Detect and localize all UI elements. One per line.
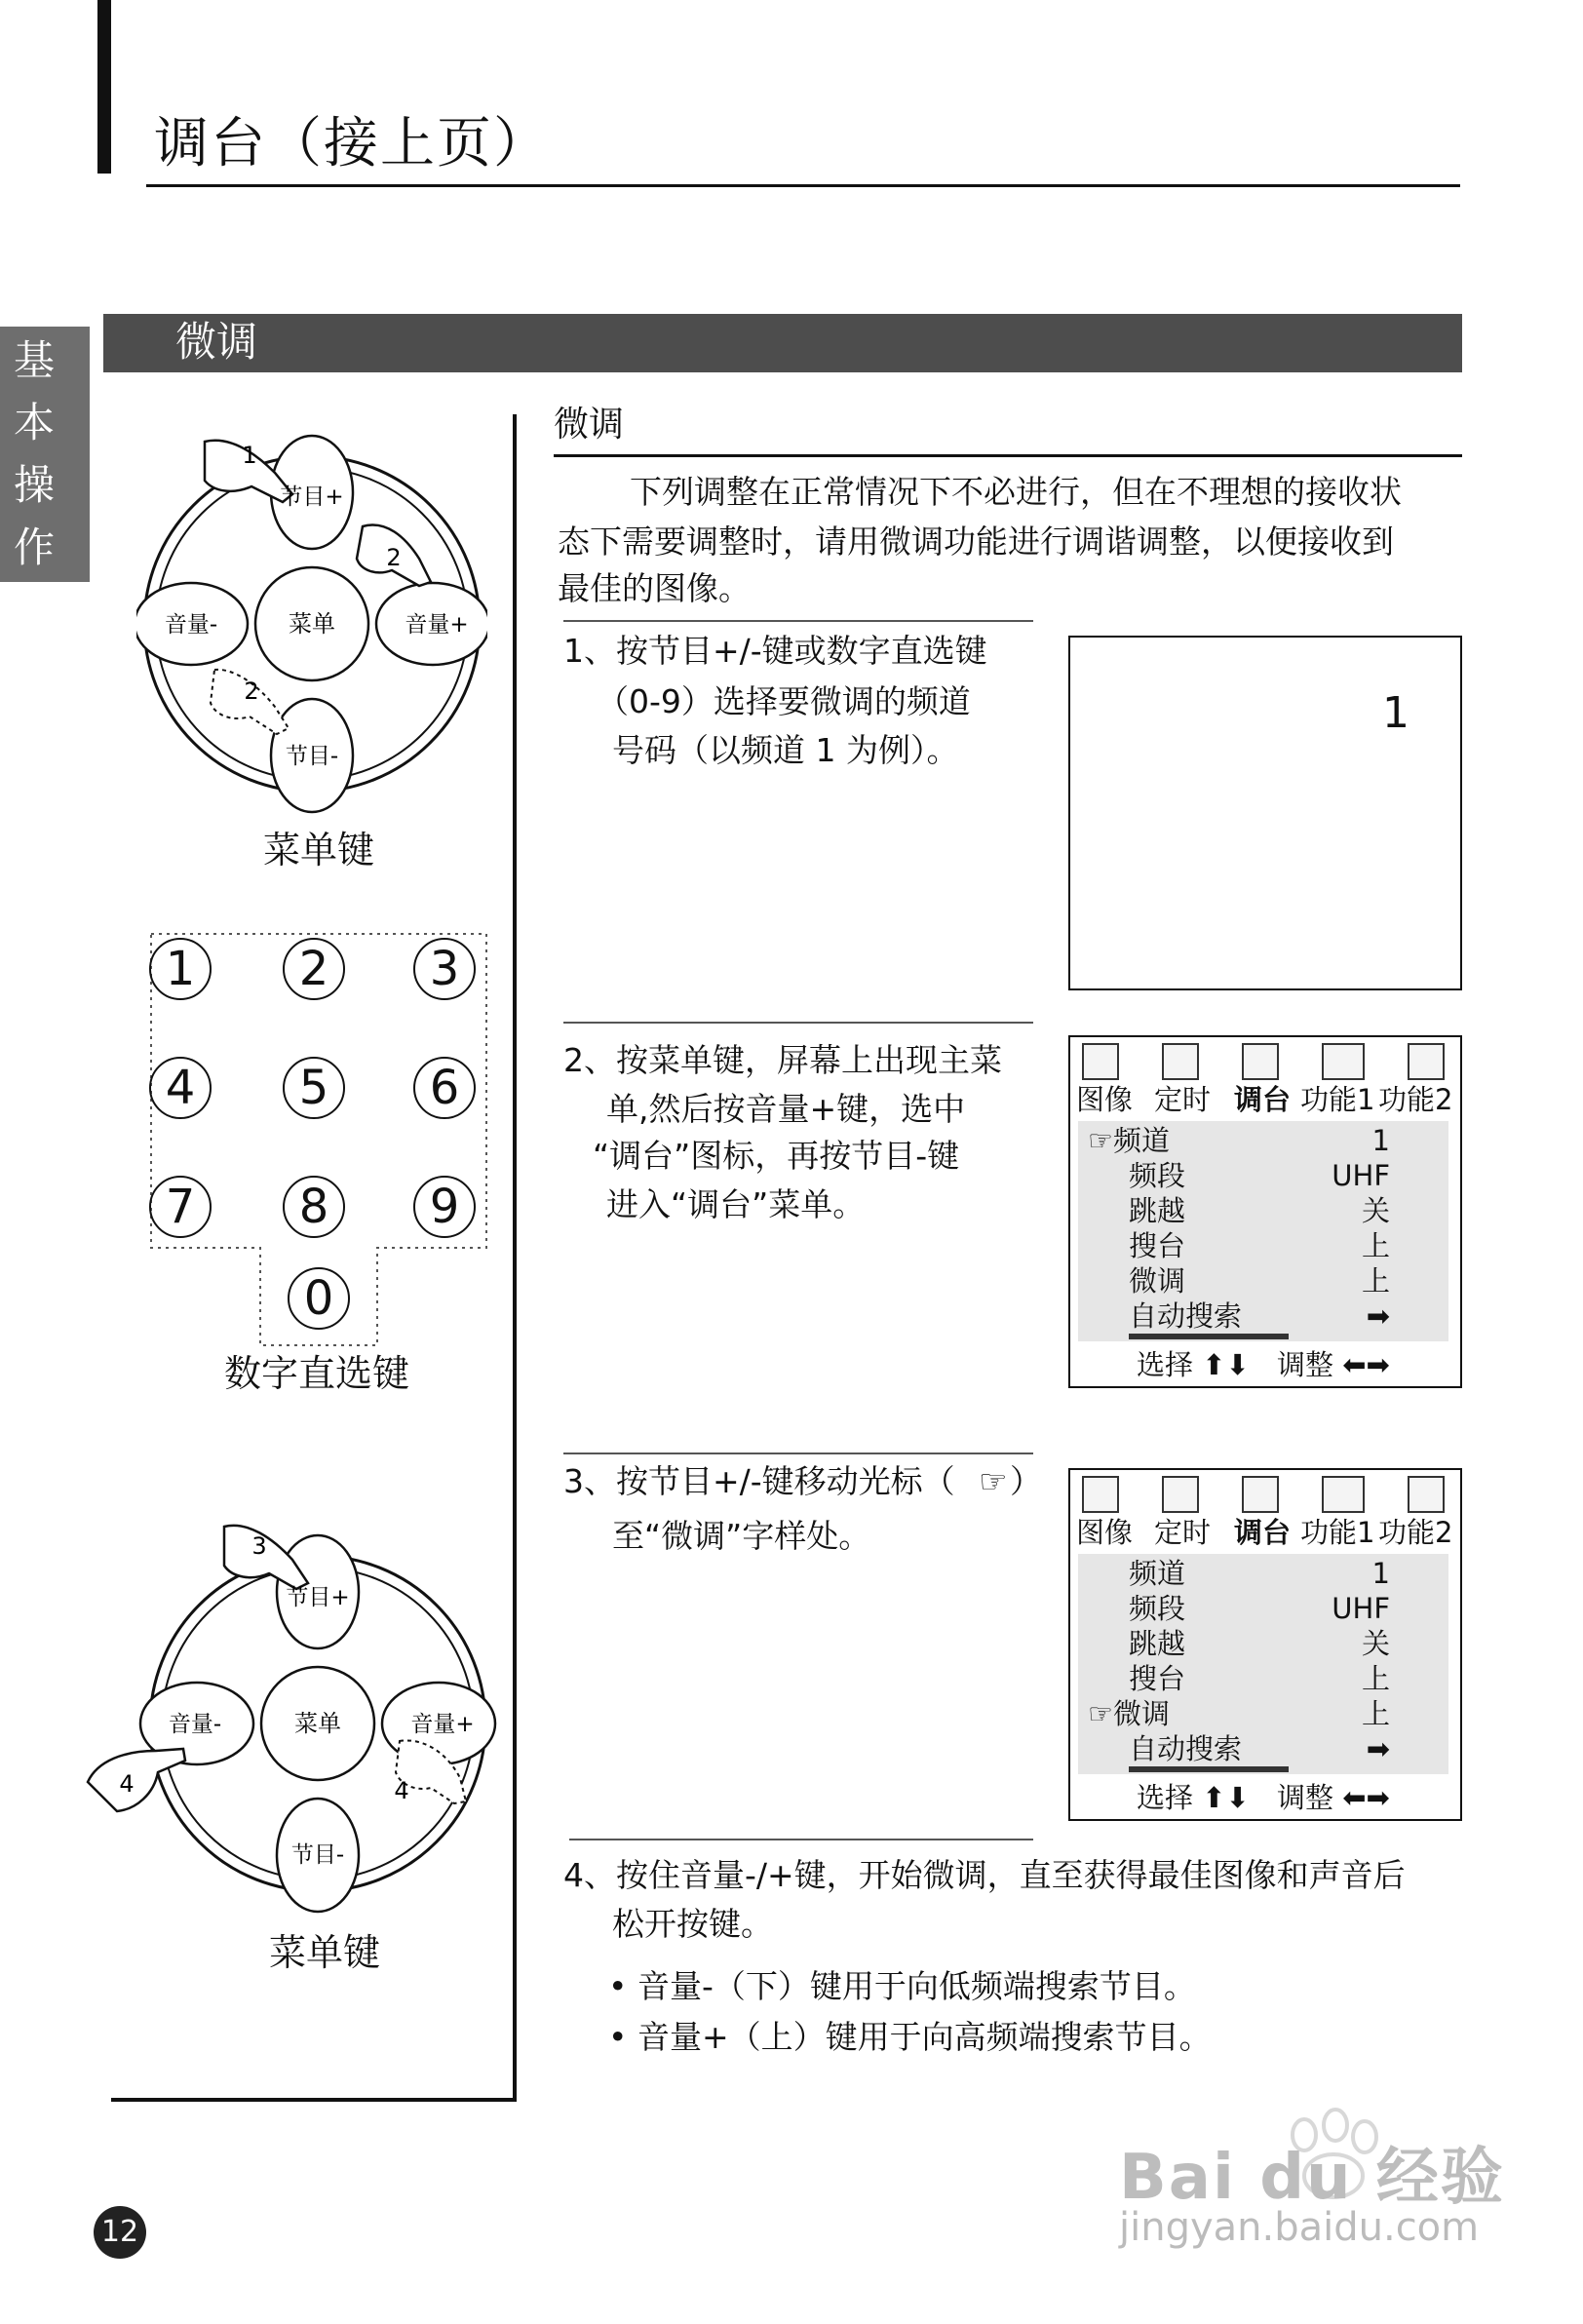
menu-row-label: 跳越 — [1129, 1194, 1186, 1227]
menu-tab-tuning: 调台 — [1234, 1516, 1292, 1549]
step-rule — [563, 1022, 1033, 1024]
pointer-number: 3 — [251, 1532, 267, 1560]
intro-line: 最佳的图像。 — [558, 569, 751, 607]
menu-tab-function2: 功能2 — [1378, 1083, 1453, 1116]
menu-row-value: 上 — [1361, 1264, 1390, 1298]
function2-icon — [1408, 1043, 1445, 1080]
intro-line: 下列调整在正常情况下不必进行，但在不理想的接收状 — [630, 473, 1402, 511]
page-title: 调台（接上页） — [154, 112, 550, 175]
osd-menu-screen-b — [1068, 1468, 1462, 1821]
bullet-item: • 音量+（上）键用于向高频端搜索节目。 — [608, 2018, 1212, 2056]
menu-row-label: 微调 — [1129, 1264, 1186, 1298]
menu-tab-picture: 图像 — [1076, 1516, 1134, 1549]
menu-row-label: 自动搜索 — [1129, 1732, 1243, 1765]
key-6: 6 — [413, 1057, 476, 1119]
bullet-item: • 音量-（下）键用于向低频端搜索节目。 — [608, 1967, 1196, 2005]
ch-down-label: 节目- — [285, 744, 339, 769]
vol-up-label: 音量+ — [410, 1712, 475, 1737]
menu-row-value: UHF — [1332, 1159, 1390, 1192]
ch-down-label: 节目- — [290, 1842, 345, 1868]
menu-row-label: 频段 — [1129, 1159, 1186, 1192]
timer-icon — [1162, 1476, 1199, 1513]
step-4-line: 4、按住音量-/+键，开始微调，直至获得最佳图像和声音后 — [563, 1856, 1406, 1894]
step-3-line: 3、按节目+/-键移动光标（ — [563, 1462, 955, 1500]
remote-bottom-caption: 菜单键 — [269, 1931, 381, 1974]
section-banner — [103, 314, 1462, 372]
pointer-number: 4 — [394, 1777, 409, 1804]
vol-up-label: 音量+ — [405, 612, 469, 638]
step-rule — [563, 1452, 1033, 1454]
menu-footer-select: 选择 ⬆⬇ — [1137, 1781, 1250, 1814]
step-1-line: 号码（以频道 1 为例）。 — [612, 731, 959, 769]
menu-bar — [1129, 1334, 1289, 1339]
key-4: 4 — [149, 1057, 212, 1119]
side-tab — [0, 327, 90, 582]
key-0: 0 — [288, 1267, 350, 1330]
menu-row-value: ➡ — [1366, 1299, 1390, 1333]
menu-row-label: 微调 — [1113, 1697, 1171, 1730]
pointer-number: 2 — [244, 678, 259, 705]
side-tab-char: 作 — [13, 523, 55, 571]
function1-icon — [1322, 1476, 1365, 1513]
menu-tab-tuning: 调台 — [1234, 1083, 1292, 1116]
step-rule — [569, 1839, 1033, 1840]
menu-tab-function2: 功能2 — [1378, 1516, 1453, 1549]
page-number: 12 — [94, 2206, 146, 2259]
key-3: 3 — [413, 938, 476, 1000]
ch-up-label: 节目+ — [280, 484, 344, 510]
header-rule — [146, 184, 1460, 187]
cursor-hand-icon: ☞ — [1088, 1124, 1113, 1157]
pointer-number: 2 — [386, 544, 402, 571]
key-1: 1 — [149, 938, 212, 1000]
menu-bar — [1129, 1766, 1289, 1772]
function1-icon — [1322, 1043, 1365, 1080]
step-1-line: 1、按节目+/-键或数字直选键 — [563, 632, 987, 670]
function2-icon — [1408, 1476, 1445, 1513]
menu-tab-function1: 功能1 — [1300, 1083, 1375, 1116]
menu-row-label: 频道 — [1113, 1124, 1171, 1157]
key-5: 5 — [283, 1057, 345, 1119]
menu-label: 菜单 — [289, 610, 335, 638]
cursor-hand-icon: ☞ — [1088, 1697, 1113, 1730]
timer-icon — [1162, 1043, 1199, 1080]
menu-row-label: 自动搜索 — [1129, 1299, 1243, 1333]
side-tab-char: 基 — [13, 336, 55, 384]
menu-row-label: 频道 — [1129, 1557, 1186, 1590]
menu-row-value: 上 — [1361, 1662, 1390, 1695]
side-tab-char: 操 — [13, 461, 55, 509]
section-title: 微调 — [175, 318, 258, 366]
intro-line: 态下需要调整时，请用微调功能进行调谐调整，以便接收到 — [558, 523, 1394, 561]
tv-icon — [1242, 1043, 1279, 1080]
menu-tab-timer: 定时 — [1154, 1083, 1212, 1116]
menu-tab-function1: 功能1 — [1300, 1516, 1375, 1549]
menu-row-label: 搜台 — [1129, 1229, 1186, 1262]
menu-row-value: 关 — [1361, 1194, 1390, 1227]
menu-row-label: 频段 — [1129, 1592, 1186, 1625]
subsection-rule — [554, 454, 1462, 457]
step-3-line: 至“微调”字样处。 — [612, 1517, 871, 1555]
menu-row-value: 1 — [1371, 1557, 1390, 1590]
tv-icon — [1242, 1476, 1279, 1513]
subsection-title: 微调 — [554, 405, 625, 445]
step-4-line: 松开按键。 — [612, 1905, 773, 1943]
menu-footer-adjust: 调整 ⬅➡ — [1277, 1348, 1390, 1381]
vol-down-label: 音量- — [164, 612, 218, 638]
watermark-url: jingyan.baidu.com — [1119, 2205, 1480, 2250]
column-divider — [513, 414, 517, 2101]
osd-menu-screen-a — [1068, 1035, 1462, 1388]
step-1-line: （0-9）选择要微调的频道 — [597, 682, 971, 720]
menu-row-value: UHF — [1332, 1592, 1390, 1625]
key-2: 2 — [283, 938, 345, 1000]
menu-icon-row — [1082, 1476, 1487, 1513]
menu-row-value: ➡ — [1366, 1732, 1390, 1765]
side-tab-char: 本 — [13, 399, 55, 446]
vol-down-label: 音量- — [168, 1712, 222, 1737]
key-7: 7 — [149, 1176, 212, 1238]
key-9: 9 — [413, 1176, 476, 1238]
tv-screen-channel-1 — [1068, 636, 1462, 990]
menu-tab-picture: 图像 — [1076, 1083, 1134, 1116]
column-footer-rule — [111, 2098, 517, 2102]
pointer-number: 4 — [119, 1770, 135, 1798]
menu-footer-select: 选择 ⬆⬇ — [1137, 1348, 1250, 1381]
step-2-line: 2、按菜单键，屏幕上出现主菜 — [563, 1041, 1002, 1079]
channel-number-osd: 1 — [1382, 688, 1409, 738]
step-rule — [563, 620, 1033, 622]
menu-row-label: 跳越 — [1129, 1627, 1186, 1660]
menu-label: 菜单 — [294, 1710, 341, 1737]
header-bar — [97, 0, 111, 174]
cursor-hand-icon: ☞ — [979, 1462, 1008, 1500]
menu-list-area — [1078, 1554, 1448, 1774]
picture-icon — [1082, 1476, 1119, 1513]
menu-icon-row — [1082, 1043, 1487, 1080]
key-8: 8 — [283, 1176, 345, 1238]
ch-up-label: 节目+ — [286, 1585, 350, 1610]
menu-row-value: 关 — [1361, 1627, 1390, 1660]
menu-row-value: 上 — [1361, 1697, 1390, 1730]
keypad-caption: 数字直选键 — [224, 1352, 410, 1395]
menu-tab-timer: 定时 — [1154, 1516, 1212, 1549]
remote-top-caption: 菜单键 — [263, 829, 375, 872]
menu-row-label: 搜台 — [1129, 1662, 1186, 1695]
step-2-line: 单,然后按音量+键，选中 — [606, 1090, 966, 1128]
watermark-brand: Bai du 经验 — [1119, 2142, 1505, 2214]
keypad-keys — [143, 926, 494, 1355]
step-2-line: “调台”图标，再按节目-键 — [593, 1137, 960, 1175]
remote-top-diagram — [136, 424, 487, 814]
step-2-line: 进入“调台”菜单。 — [606, 1185, 866, 1223]
menu-footer-adjust: 调整 ⬅➡ — [1277, 1781, 1390, 1814]
step-3-line: ） — [1010, 1462, 1042, 1500]
picture-icon — [1082, 1043, 1119, 1080]
menu-row-value: 1 — [1371, 1124, 1390, 1157]
remote-bottom-diagram — [78, 1499, 497, 1928]
menu-list-area — [1078, 1121, 1448, 1341]
menu-row-value: 上 — [1361, 1229, 1390, 1262]
pointer-number: 1 — [242, 442, 257, 469]
